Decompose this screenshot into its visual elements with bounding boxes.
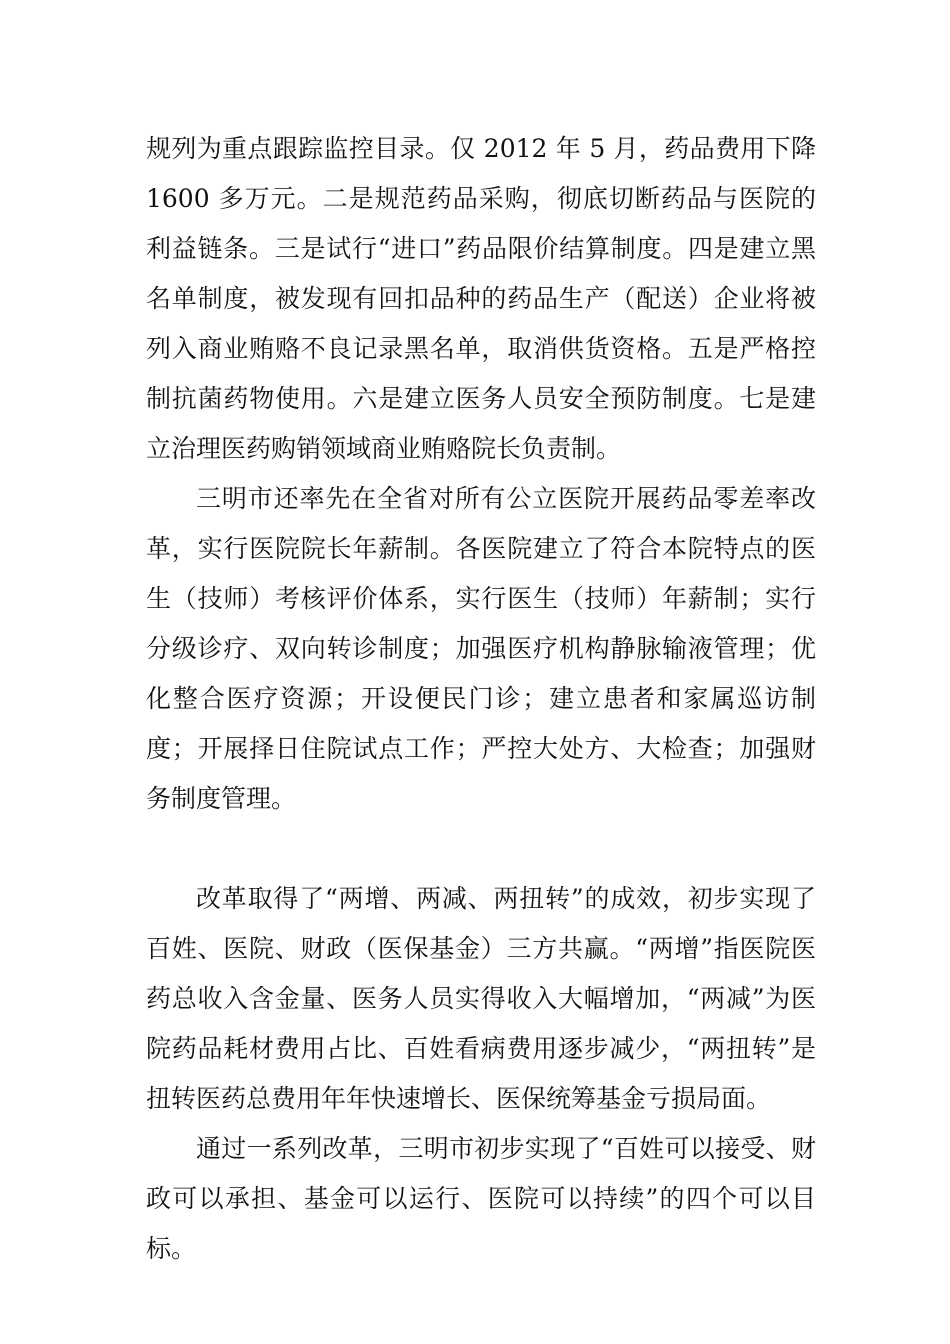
paragraph-four-goals: 通过一系列改革，三明市初步实现了“百姓可以接受、财政可以承担、基金可以运行、医院可以持续”的四个可以目标。 (146, 1134, 816, 1263)
paragraph-gap (146, 824, 816, 874)
document-body (146, 124, 816, 1274)
paragraph-zero-markup-reform: 三明市还率先在全省对所有公立医院开展药品零差率改革，实行医院院长年薪制。各医院建立了符合本院特点的医生（技师）考核评价体系，实行医生（技师）年薪制；实行分级诊疗、双向转诊制度；加强医疗机构静脉输液管理；优化整合医疗资源；开设便民门诊；建立患者和家属巡访制度；开展择日住院试点工作；严控大处方、大检查；加强财务制度管理。 (146, 484, 816, 813)
paragraph-continued-measures: 规列为重点跟踪监控目录。仅 2012 年 5 月，药品费用下降 1600 多万元。二是规范药品采购，彻底切断药品与医院的利益链条。三是试行“进口”药品限价结算制度。四是建立黑名单制度，被发现有回扣品种的药品生产（配送）企业将被列入商业贿赂不良记录黑名单，取消供货资格。五是严格控制抗菌药物使用。六是建立医务人员安全预防制度。七是建立治理医药购销领域商业贿赂院长负责制。 (146, 134, 816, 463)
paragraph-reform-results: 改革取得了“两增、两减、两扭转”的成效，初步实现了百姓、医院、财政（医保基金）三方共赢。“两增”指医院医药总收入含金量、医务人员实得收入大幅增加，“两减”为医院药品耗材费用占比、百姓看病费用逐步减少，“两扭转”是扭转医药总费用年年快速增长、医保统筹基金亏损局面。 (146, 884, 816, 1113)
